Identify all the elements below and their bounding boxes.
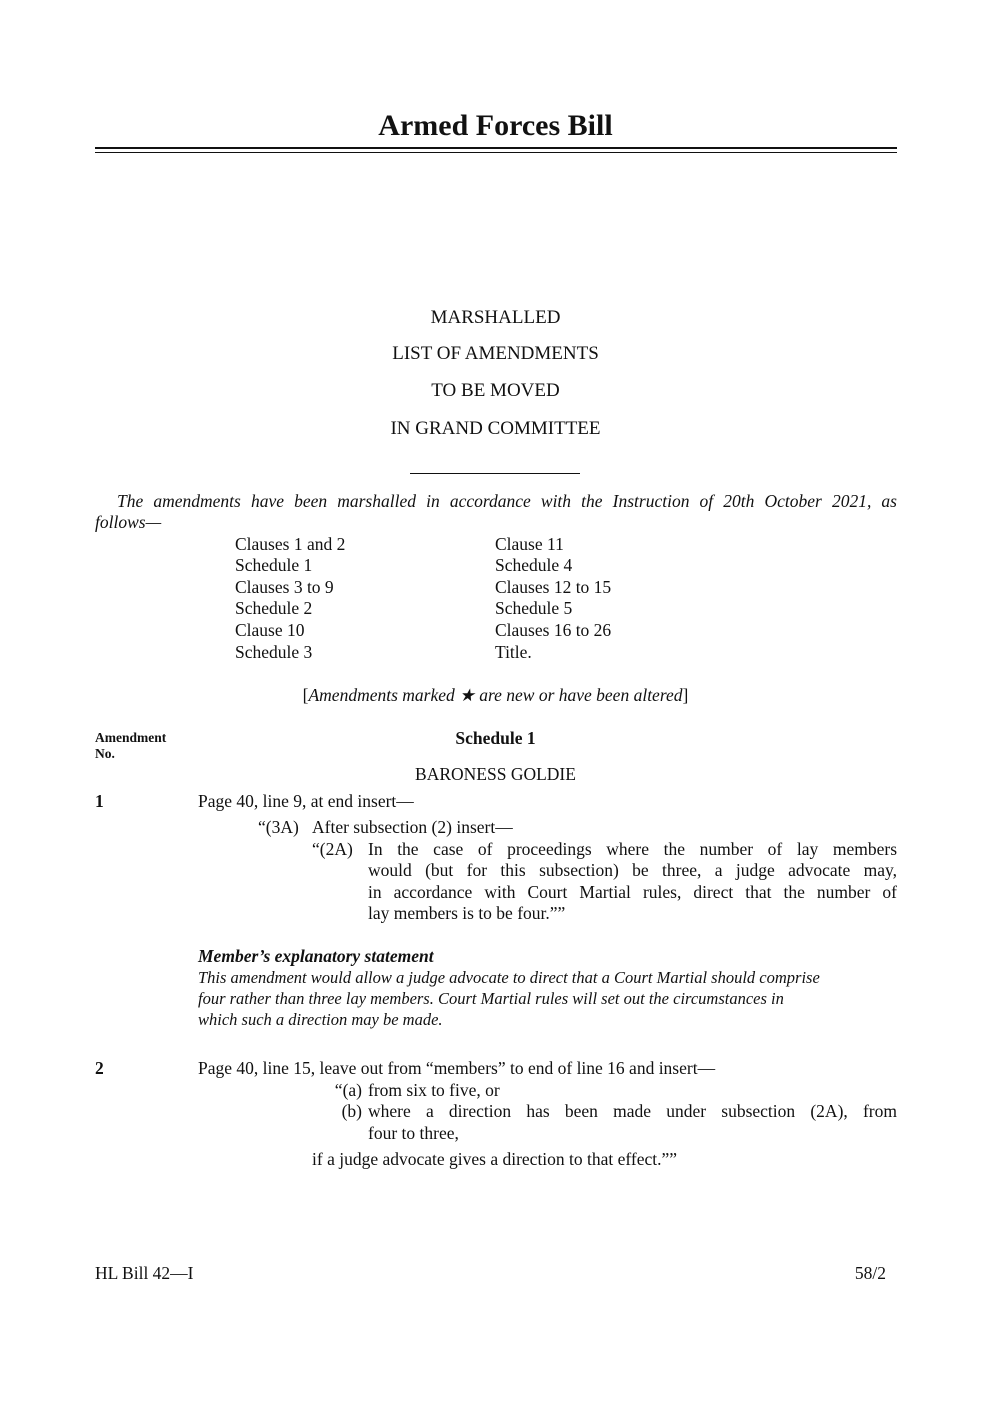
heading-line-4: IN GRAND COMMITTEE (390, 418, 601, 439)
member-name: BARONESS GOLDIE (415, 764, 576, 784)
order-item: Schedule 5 (495, 598, 573, 618)
amendment-instruction: Page 40, line 9, at end insert— (198, 791, 414, 811)
heading-divider (410, 473, 580, 474)
title-rule-thick (95, 147, 897, 149)
intro-line-1: The amendments have been marshalled in accordance with the Instruction of 20th October 2021, as (117, 491, 897, 511)
order-item: Schedule 3 (235, 642, 313, 662)
subsubsection-line: in accordance with Court Martial rules, direct that the number of (368, 882, 897, 902)
amendment-instruction: Page 40, line 15, leave out from “members” to end of line 16 and insert— (198, 1058, 716, 1078)
order-item: Schedule 2 (235, 598, 313, 618)
statement-line: This amendment would allow a judge advocate to direct that a Court Martial should comprise (198, 968, 820, 987)
order-item: Clause 11 (495, 534, 564, 554)
paragraph-a-label: “(a) (334, 1080, 362, 1100)
intro-line-2: follows— (95, 512, 162, 532)
amendment-number: 1 (95, 791, 104, 811)
order-item: Clauses 12 to 15 (495, 577, 612, 597)
paragraph-b-line: where a direction has been made under subsection (2A), from (368, 1101, 897, 1121)
amendment-no-label-1: Amendment (95, 730, 167, 745)
statement-line: which such a direction may be made. (198, 1010, 443, 1029)
footer-bill-number: HL Bill 42—I (95, 1263, 194, 1283)
statement-line: four rather than three lay members. Court Martial rules will set out the circumstances in (198, 989, 784, 1008)
subsection-label: “(3A) (258, 817, 299, 837)
amendment-no-label-2: No. (95, 746, 115, 761)
order-item: Schedule 1 (235, 555, 313, 575)
heading-line-1: MARSHALLED (430, 307, 561, 328)
note-close: ] (682, 685, 689, 705)
note-open: [ (302, 685, 309, 705)
order-item: Title. (495, 642, 532, 662)
footer-page-ref: 58/2 (854, 1263, 886, 1283)
order-item: Clauses 3 to 9 (235, 577, 334, 597)
closing-words: if a judge advocate gives a direction to that effect.”” (312, 1149, 678, 1169)
order-item: Clauses 16 to 26 (495, 620, 612, 640)
paragraph-b-label: (b) (341, 1101, 362, 1121)
order-item: Clauses 1 and 2 (235, 534, 346, 554)
subsubsection-line: In the case of proceedings where the number of lay members (368, 839, 897, 859)
paragraph-a-text: from six to five, or (368, 1080, 500, 1100)
order-item: Clause 10 (235, 620, 305, 640)
paragraph-b-line: four to three, (368, 1123, 459, 1143)
amendment-number: 2 (95, 1058, 104, 1078)
document-title: Armed Forces Bill (378, 109, 613, 142)
amendments-note (0, 685, 991, 706)
order-item: Schedule 4 (495, 555, 573, 575)
heading-line-3: TO BE MOVED (431, 380, 560, 401)
note-text: Amendments marked ★ are new or have been altered (308, 685, 683, 705)
subsection-text: After subsection (2) insert— (312, 817, 513, 837)
subsubsection-line: lay members is to be four.”” (368, 903, 566, 923)
subsubsection-label: “(2A) (312, 839, 353, 859)
statement-title: Member’s explanatory statement (198, 946, 434, 966)
section-heading: Schedule 1 (455, 728, 536, 748)
heading-line-2: LIST OF AMENDMENTS (392, 343, 599, 364)
subsubsection-line: would (but for this subsection) be three, a judge advocate may, (368, 860, 897, 880)
title-rule-thin (95, 152, 897, 153)
